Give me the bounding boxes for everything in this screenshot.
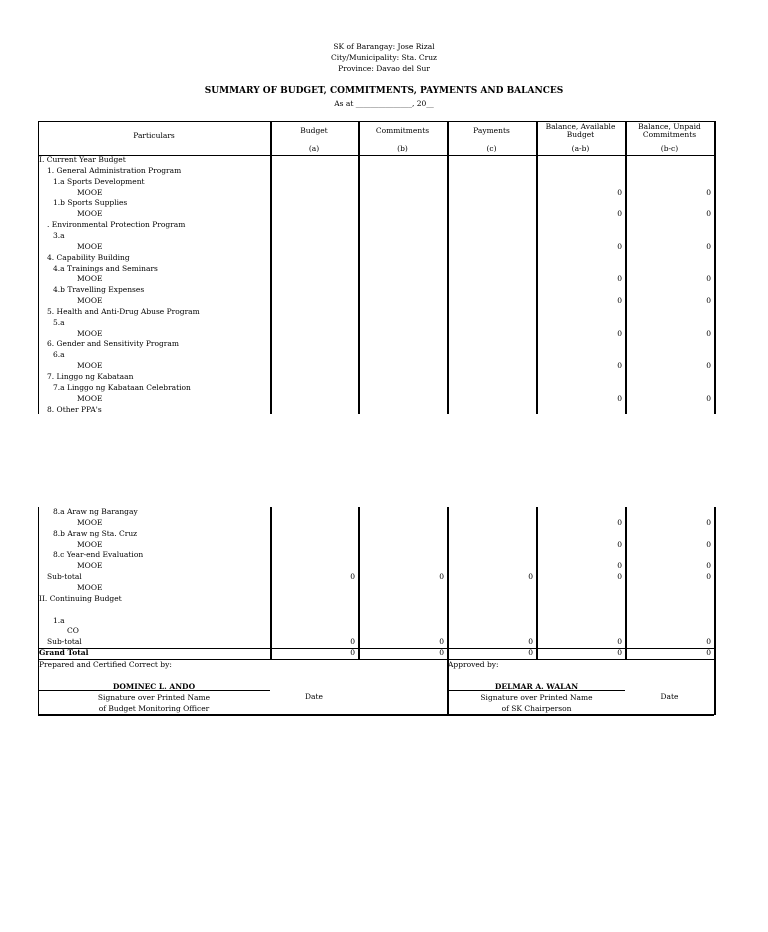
cell-value: 0 [439, 648, 444, 658]
cell-value: 0 [706, 187, 711, 197]
column-rule [270, 121, 272, 414]
row-label: 4. Capability Building [47, 252, 130, 262]
cell-value: 0 [706, 393, 711, 403]
column-rule [536, 507, 538, 659]
cell-value: 0 [706, 296, 711, 306]
cell-value: 0 [617, 328, 622, 338]
cell-value: 0 [350, 648, 355, 658]
row-label: 6.a [53, 350, 65, 360]
row-label: 1. General Administration Program [47, 165, 182, 175]
row-label: 4.a Trainings and Seminars [53, 263, 158, 273]
cell-value: 0 [706, 517, 711, 527]
table-left-rule [38, 121, 39, 414]
cell-value: 0 [528, 648, 533, 658]
row-label: MOOE [77, 393, 103, 403]
right-signatory-role: of SK Chairperson [501, 704, 572, 713]
approved-label: Approved by: [448, 660, 499, 669]
col-payments: Payments [473, 126, 510, 135]
column-rule [714, 507, 716, 659]
row-label: 3.a [53, 230, 65, 240]
row-label: MOOE [77, 561, 103, 571]
row-label: MOOE [77, 296, 103, 306]
cell-value: 0 [617, 517, 622, 527]
left-signatory-role: of Budget Monitoring Officer [98, 704, 210, 713]
row-label: 7.a Linggo ng Kabataan Celebration [53, 382, 191, 392]
table-bottom-rule [38, 714, 714, 716]
row-label: MOOE [77, 209, 103, 219]
row-label: MOOE [77, 241, 103, 251]
cell-value: 0 [617, 393, 622, 403]
col-balance-unpaid: Balance, Unpaid Commitments [638, 122, 701, 139]
cell-value: 0 [706, 572, 711, 582]
row-label: 8.a Araw ng Barangay [53, 507, 138, 516]
row-label: 8. Other PPA's [47, 404, 102, 414]
col-payments-code: (c) [486, 144, 497, 153]
row-label: MOOE [77, 361, 103, 371]
row-label: 8.c Year-end Evaluation [53, 550, 144, 560]
left-date-label: Date [305, 692, 323, 701]
cell-value: 0 [706, 361, 711, 371]
cell-value: 0 [617, 361, 622, 371]
cell-value: 0 [617, 572, 622, 582]
cell-value: 0 [617, 561, 622, 571]
row-label: MOOE [77, 328, 103, 338]
cell-value: 0 [617, 187, 622, 197]
header-bottom-rule [38, 155, 714, 156]
cell-value: 0 [617, 209, 622, 219]
left-signatory-name: DOMINEC L. ANDO [112, 682, 196, 691]
row-label: 7. Linggo ng Kabataan [47, 372, 134, 381]
header-barangay: SK of Barangay: Jose Rizal [333, 42, 435, 51]
row-label: Sub-total [47, 572, 82, 582]
column-rule [270, 507, 272, 659]
cell-value: 0 [706, 648, 711, 658]
col-commitments: Commitments [375, 126, 430, 135]
as-at-line: As at _______________, 20__ [334, 99, 434, 108]
col-balance-available: Balance, Available Budget [545, 122, 616, 139]
footer-right-rule [714, 659, 716, 715]
cell-value: 0 [617, 241, 622, 251]
right-date-label: Date [660, 692, 679, 701]
row-label: MOOE [77, 539, 103, 549]
right-signature-caption: Signature over Printed Name [480, 693, 593, 702]
row-label: 1.b Sports Supplies [53, 198, 128, 208]
cell-value: 0 [706, 328, 711, 338]
column-rule [625, 507, 627, 659]
row-label: CO [67, 626, 79, 636]
row-label: Grand Total [39, 648, 89, 658]
cell-value: 0 [706, 241, 711, 251]
column-rule [358, 121, 360, 414]
column-rule [447, 121, 449, 414]
cell-value: 0 [528, 637, 533, 647]
col-particulars: Particulars [133, 131, 175, 140]
row-label: 8.b Araw ng Sta. Cruz [53, 528, 138, 538]
row-label: 5. Health and Anti-Drug Abuse Program [47, 306, 200, 316]
row-label: Sub-total [47, 637, 82, 647]
page-title: SUMMARY OF BUDGET, COMMITMENTS, PAYMENTS AND BALANCES [204, 86, 564, 96]
left-signature-caption: Signature over Printed Name [97, 693, 211, 702]
cell-value: 0 [706, 561, 711, 571]
row-label: MOOE [77, 517, 103, 527]
header-city: City/Municipality: Sta. Cruz [331, 53, 437, 62]
column-rule [625, 121, 627, 414]
row-label: 4.b Travelling Expenses [53, 285, 145, 295]
row-label: MOOE [77, 582, 103, 592]
row-label: MOOE [77, 274, 103, 284]
col-commitments-code: (b) [397, 144, 408, 153]
column-rule [358, 507, 360, 659]
column-rule [536, 121, 538, 414]
cell-value: 0 [706, 274, 711, 284]
cell-value: 0 [528, 572, 533, 582]
cell-value: 0 [350, 572, 355, 582]
row-label: 1.a Sports Development [53, 176, 145, 186]
column-rule [714, 121, 716, 414]
cell-value: 0 [439, 637, 444, 647]
row-label: II. Continuing Budget [39, 593, 122, 603]
cell-value: 0 [617, 274, 622, 284]
cell-value: 0 [617, 539, 622, 549]
row-label: 5.a [53, 317, 65, 327]
cell-value: 0 [706, 637, 711, 647]
col-budget-code: (a) [308, 144, 320, 153]
row-label: MOOE [77, 187, 103, 197]
cell-value: 0 [439, 572, 444, 582]
row-label: 6. Gender and Sensitivity Program [47, 339, 179, 349]
cell-value: 0 [617, 296, 622, 306]
row-label: . Environmental Protection Program [47, 220, 186, 230]
cell-value: 0 [617, 637, 622, 647]
row-label: 1.a [53, 615, 65, 625]
col-balance-unpaid-code: (b-c) [660, 144, 679, 153]
cell-value: 0 [706, 209, 711, 219]
cell-value: 0 [350, 637, 355, 647]
header-province: Province: Davao del Sur [338, 64, 430, 73]
cell-value: 0 [706, 539, 711, 549]
right-signatory-name: DELMAR A. WALAN [494, 682, 579, 691]
prepared-label: Prepared and Certified Correct by: [39, 660, 172, 669]
cell-value: 0 [617, 648, 622, 658]
col-balance-available-code: (a-b) [571, 144, 590, 153]
row-label: I. Current Year Budget [39, 155, 126, 164]
column-rule [447, 507, 449, 659]
col-budget: Budget [300, 126, 328, 135]
